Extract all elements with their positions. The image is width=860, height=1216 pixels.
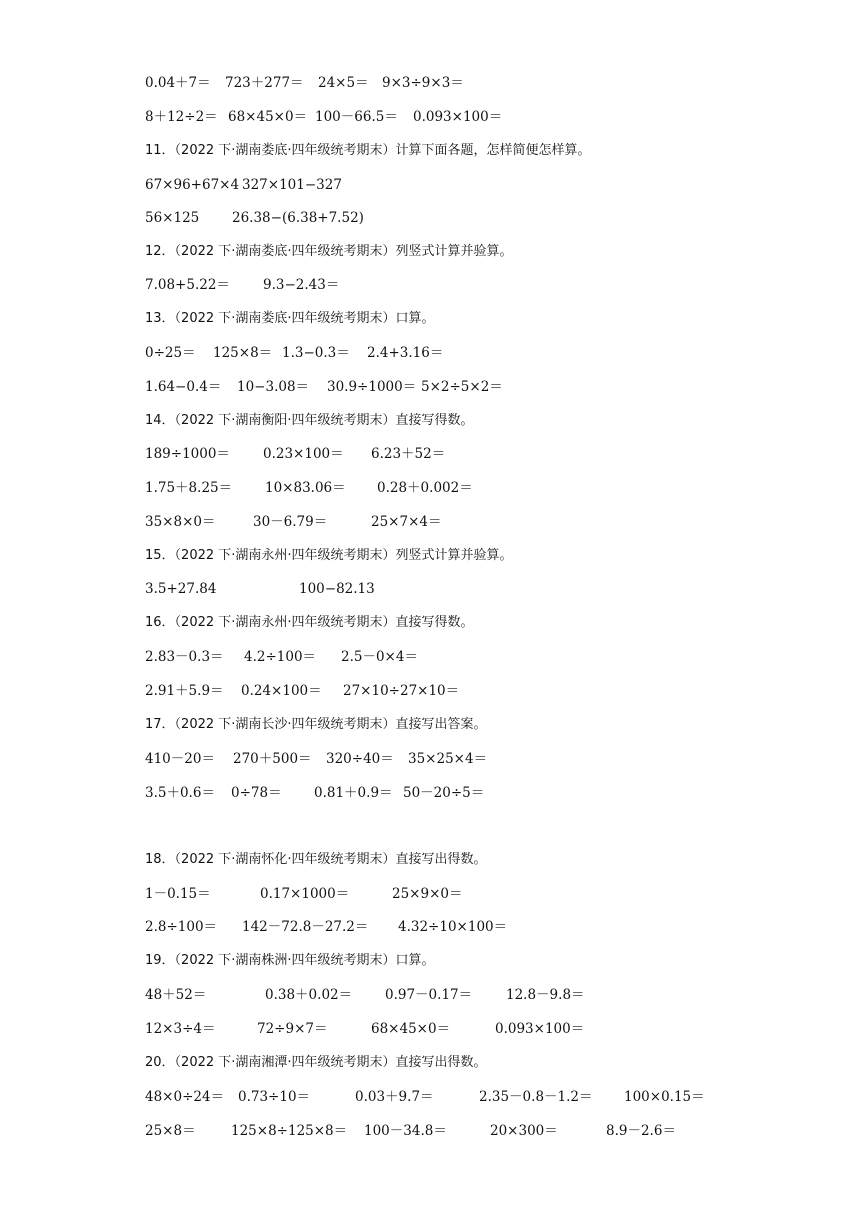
math-expression: 9×3÷9×3＝: [382, 75, 464, 91]
question-heading: 11．（2022 下·湖南娄底·四年级统考期末）计算下面各题，怎样简便怎样算。: [145, 143, 591, 158]
math-expression: 67×96+67×4: [145, 177, 240, 193]
math-expression: 2.4+3.16＝: [367, 345, 444, 361]
math-expression: 1.64−0.4＝: [145, 379, 222, 395]
math-expression: 0.81＋0.9＝: [314, 785, 393, 801]
math-expression: 9.3−2.43＝: [263, 277, 340, 293]
question-heading: 19．（2022 下·湖南株洲·四年级统考期末）口算。: [145, 953, 435, 968]
math-expression: 100−82.13: [299, 581, 375, 597]
math-expression: 0.04＋7＝: [145, 75, 211, 91]
question-heading: 18．（2022 下·湖南怀化·四年级统考期末）直接写出得数。: [145, 852, 487, 867]
math-expression: 8.9－2.6＝: [606, 1123, 676, 1139]
math-expression: 56×125: [145, 210, 200, 226]
math-expression: 0.093×100＝: [413, 109, 503, 125]
math-expression: 30.9÷1000＝: [327, 379, 417, 395]
math-expression: 320÷40＝: [326, 751, 394, 767]
math-expression: 25×7×4＝: [371, 514, 442, 530]
math-expression: 0.23×100＝: [263, 446, 344, 462]
math-expression: 48×0÷24＝: [145, 1089, 225, 1105]
math-expression: 50－20÷5＝: [403, 785, 485, 801]
math-expression: 0÷25＝: [145, 345, 196, 361]
math-expression: 125×8÷125×8＝: [231, 1123, 348, 1139]
math-expression: 12×3÷4＝: [145, 1021, 216, 1037]
math-expression: 1.3−0.3＝: [282, 345, 350, 361]
math-expression: 0.17×1000＝: [260, 886, 350, 902]
math-expression: 20×300＝: [490, 1123, 558, 1139]
math-expression: 0.38＋0.02＝: [265, 987, 353, 1003]
math-expression: 723＋277＝: [225, 75, 304, 91]
math-expression: 10−3.08＝: [237, 379, 310, 395]
math-expression: 1－0.15＝: [145, 886, 211, 902]
question-heading: 17．（2022 下·湖南长沙·四年级统考期末）直接写出答案。: [145, 717, 487, 732]
math-expression: 35×8×0＝: [145, 514, 216, 530]
math-expression: 7.08+5.22＝: [145, 277, 230, 293]
math-expression: 72÷9×7＝: [257, 1021, 328, 1037]
math-expression: 0.24×100＝: [241, 683, 322, 699]
math-expression: 10×83.06＝: [265, 480, 346, 496]
math-expression: 6.23＋52＝: [371, 446, 446, 462]
math-expression: 30－6.79＝: [253, 514, 328, 530]
question-heading: 12．（2022 下·湖南娄底·四年级统考期末）列竖式计算并验算。: [145, 244, 513, 259]
math-expression: 100－34.8＝: [364, 1123, 447, 1139]
math-expression: 0.03＋9.7＝: [355, 1089, 434, 1105]
math-expression: 410－20＝: [145, 751, 215, 767]
math-expression: 27×10÷27×10＝: [343, 683, 460, 699]
math-expression: 5×2÷5×2＝: [421, 379, 503, 395]
question-heading: 15．（2022 下·湖南永州·四年级统考期末）列竖式计算并验算。: [145, 548, 513, 563]
math-expression: 142－72.8－27.2＝: [242, 919, 369, 935]
math-expression: 68×45×0＝: [228, 109, 308, 125]
question-heading: 13．（2022 下·湖南娄底·四年级统考期末）口算。: [145, 311, 435, 326]
math-expression: 8＋12÷2＝: [145, 109, 218, 125]
math-expression: 4.2÷100＝: [244, 649, 317, 665]
math-expression: 2.91＋5.9＝: [145, 683, 224, 699]
math-expression: 0÷78＝: [231, 785, 282, 801]
math-expression: 100－66.5＝: [315, 109, 398, 125]
math-expression: 0.73÷10＝: [238, 1089, 311, 1105]
math-expression: 4.32÷10×100＝: [398, 919, 508, 935]
math-expression: 2.35－0.8－1.2＝: [479, 1089, 593, 1105]
math-expression: 2.5－0×4＝: [341, 649, 418, 665]
math-expression: 35×25×4＝: [408, 751, 488, 767]
math-expression: 0.28＋0.002＝: [377, 480, 473, 496]
math-expression: 327×101−327: [242, 177, 342, 193]
math-expression: 26.38−(6.38+7.52): [232, 210, 364, 226]
math-expression: 1.75＋8.25＝: [145, 480, 233, 496]
question-heading: 16．（2022 下·湖南永州·四年级统考期末）直接写得数。: [145, 615, 474, 630]
math-expression: 68×45×0＝: [371, 1021, 451, 1037]
question-heading: 20．（2022 下·湖南湘潭·四年级统考期末）直接写出得数。: [145, 1055, 487, 1070]
math-expression: 12.8－9.8＝: [506, 987, 585, 1003]
math-expression: 25×9×0＝: [392, 886, 463, 902]
math-expression: 25×8＝: [145, 1123, 196, 1139]
math-expression: 0.093×100＝: [495, 1021, 585, 1037]
math-expression: 24×5＝: [318, 75, 369, 91]
math-expression: 125×8＝: [213, 345, 273, 361]
math-expression: 270＋500＝: [233, 751, 312, 767]
math-expression: 2.8÷100＝: [145, 919, 218, 935]
math-expression: 0.97－0.17＝: [385, 987, 473, 1003]
math-expression: 3.5＋0.6＝: [145, 785, 215, 801]
math-expression: 48＋52＝: [145, 987, 207, 1003]
math-expression: 3.5+27.84: [145, 581, 217, 597]
math-expression: 2.83－0.3＝: [145, 649, 224, 665]
question-heading: 14．（2022 下·湖南衡阳·四年级统考期末）直接写得数。: [145, 413, 474, 428]
math-expression: 100×0.15＝: [624, 1089, 705, 1105]
math-expression: 189÷1000＝: [145, 446, 230, 462]
